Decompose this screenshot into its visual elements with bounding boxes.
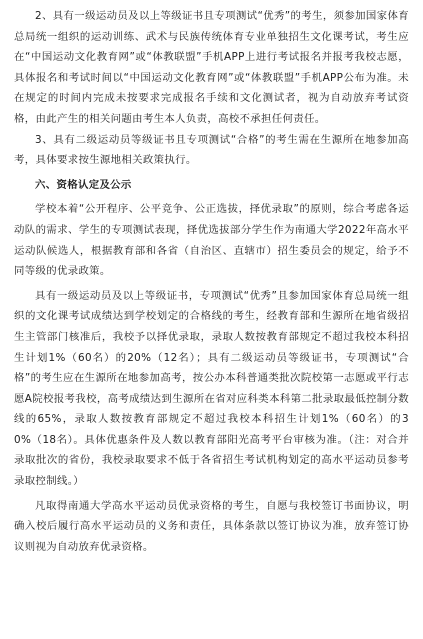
paragraph-admission-quota: 具有一级运动员及以上等级证书，专项测试“优秀”且参加国家体育总局统一组织的文化课考试成绩达到学校划定的合格线的考生，经教育部和生源所在地省级招生主管部门核准后，我校予以择优录取，录取人数按教育部规定不超过我校本科招生计划1%（60名）的20%（12名）；具有二级运动员等级证书，专项测试“合格”的考生应在生源所在地参加高考，按公办本科普通类批次院校第一志愿或平行志愿A院校报考我校，高考成绩达到生源所在省对应科类本科第二批录取最低控制分数线的65%，录取人数按教育部规定不超过我校本科招生计划1%（60名）的30%（18名）。具体优惠条件及人数以教育部阳光高考平台审核为准。（注：对合并录取批次的省份，我校录取要求不低于各省招生考试机构划定的高水平运动员参考录取控制线。） (14, 289, 409, 488)
paragraph-agreement: 凡取得南通大学高水平运动员优录资格的考生，自愿与我校签订书面协议，明确入校后履行高水平运动员的义务和责任，具体条款以签订协议为准，放弃签订协议则视为自动放弃优录资格。 (14, 499, 409, 553)
paragraph-selection-principle: 学校本着“公开程序、公平竞争、公正选拔，择优录取”的原则，综合考虑各运动队的需求、学生的专项测试表现，择优选拔部分学生作为南通大学2022年高水平运动队候选人，根据教育部和各省（自治区、直辖市）招生委员会的规定，给予不同等级的优录政策。 (14, 203, 409, 278)
paragraph-item-2: 2、具有一级运动员及以上等级证书且专项测试“优秀”的考生，须参加国家体育总局统一组织的运动训练、武术与民族传统体育专业单独招生文化课考试，考生应在“中国运动文化教育网”或“体教联盟”手机APP上进行考试报名并报考我校志愿，具体报名和考试时间以“中国运动文化教育网”或“体教联盟”手机APP公布为准。未在规定的时间内完成未按要求完成报名手续和文化测试者，视为自动放弃考试资格，由此产生的相关问题由考生本人负责，高校不承担任何责任。 (14, 10, 409, 125)
paragraph-item-3: 3、具有二级运动员等级证书且专项测试“合格”的考生需在生源所在地参加高考，具体要求按生源地相关政策执行。 (14, 133, 409, 167)
section-heading-6: 六、资格认定及公示 (35, 178, 132, 191)
